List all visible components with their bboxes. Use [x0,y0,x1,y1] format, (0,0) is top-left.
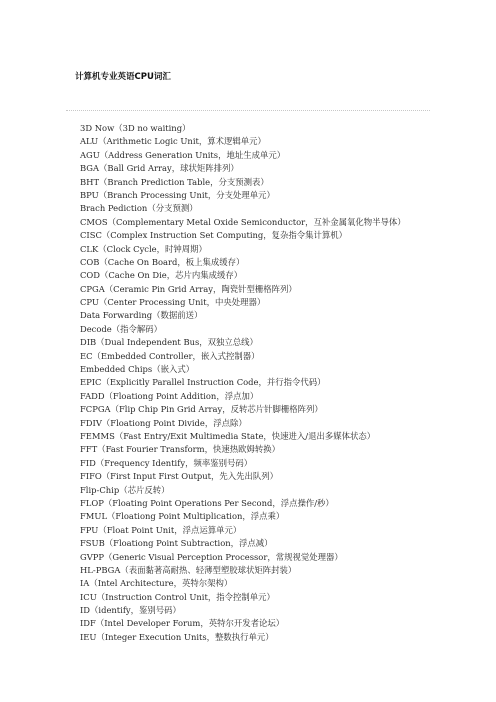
glossary-entry: Data Forwarding（数据前送） [80,310,203,321]
glossary-entry: CPGA（Ceramic Pin Grid Array，陶瓷针型栅格阵列） [80,283,297,294]
glossary-entry: Flip-Chip（芯片反转） [80,484,170,495]
glossary-entry: FPU（Float Point Unit，浮点运算单元） [80,524,242,535]
glossary-entry: IEU（Integer Execution Units，整数执行单元） [80,631,274,642]
glossary-entry: GVPP（Generic Visual Perception Processor，常规视觉处理器） [80,551,343,562]
glossary-entry: FADD（Floationg Point Addition，浮点加） [80,390,259,401]
glossary-entry: AGU（Address Generation Units，地址生成单元） [80,149,286,160]
glossary-entry: FFT（Fast Fourier Transform，快速热欧姆转换） [80,444,280,455]
glossary-entry: DIB（Dual Independent Bus，双独立总线） [80,337,258,348]
glossary-entry: FIFO（First Input First Output，先入先出队列） [80,471,279,482]
glossary-entry: EPIC（Explicitly Parallel Instruction Code，并行指令代码） [80,377,326,388]
glossary-entry: CLK（Clock Cycle，时钟周期） [80,243,207,254]
glossary-entry: FDIV（Floationg Point Divide，浮点除） [80,417,247,428]
glossary-entry: BGA（Ball Grid Array，球状矩阵排列） [80,163,239,174]
glossary-entry: ALU（Arithmetic Logic Unit，算术逻辑单元） [80,136,266,147]
glossary-entry: BPU（Branch Processing Unit，分支处理单元） [80,189,275,200]
glossary-entry: CISC（Complex Instruction Set Computing，复杂指令集计算机） [80,230,348,241]
glossary-entry: FMUL（Floationg Point Multiplication，浮点乘） [80,511,285,522]
glossary-entry: FID（Frequency Identify，频率鉴别号码） [80,457,253,468]
glossary-list [80,122,480,644]
glossary-entry: IA（Intel Architecture，英特尔架构） [80,578,233,589]
dotted-divider [66,110,430,111]
page-title: 计算机专业英语CPU词汇 [75,72,171,82]
glossary-entry: COB（Cache On Board，板上集成缓存） [80,256,245,267]
glossary-entry: COD（Cache On Die，芯片内集成缓存） [80,270,243,281]
glossary-entry: BHT（Branch Prediction Table，分支预测表） [80,176,269,187]
glossary-entry: ID（identify，鉴别号码） [80,605,181,616]
glossary-entry: Embedded Chips（嵌入式） [80,364,195,375]
glossary-entry: EC（Embedded Controller，嵌入式控制器） [80,350,260,361]
glossary-entry: CPU（Center Processing Unit，中央处理器） [80,297,266,308]
glossary-entry: Brach Pediction（分支预测） [80,203,198,214]
glossary-entry: FSUB（Floationg Point Subtraction，浮点减） [80,538,273,549]
glossary-entry: CMOS（Complementary Metal Oxide Semiconductor，互补金属氧化物半导体） [80,216,406,227]
glossary-entry: 3D Now（3D no waiting） [80,123,191,133]
glossary-entry: FEMMS（Fast Entry/Exit Multimedia State，快速进入/退出多媒体状态） [80,430,376,441]
glossary-entry: FCPGA（Flip Chip Pin Grid Array，反转芯片针脚栅格阵列） [80,404,323,415]
glossary-entry: HL-PBGA（表面黏著高耐热、轻薄型塑胶球状矩阵封装） [80,564,297,575]
glossary-entry: FLOP（Floating Point Operations Per Second，浮点操作/秒） [80,497,334,508]
glossary-entry: ICU（Instruction Control Unit，指令控制单元） [80,591,275,602]
glossary-entry: IDF（Intel Developer Forum，英特尔开发者论坛） [80,618,285,629]
glossary-entry: Decode（指令解码） [80,323,162,334]
